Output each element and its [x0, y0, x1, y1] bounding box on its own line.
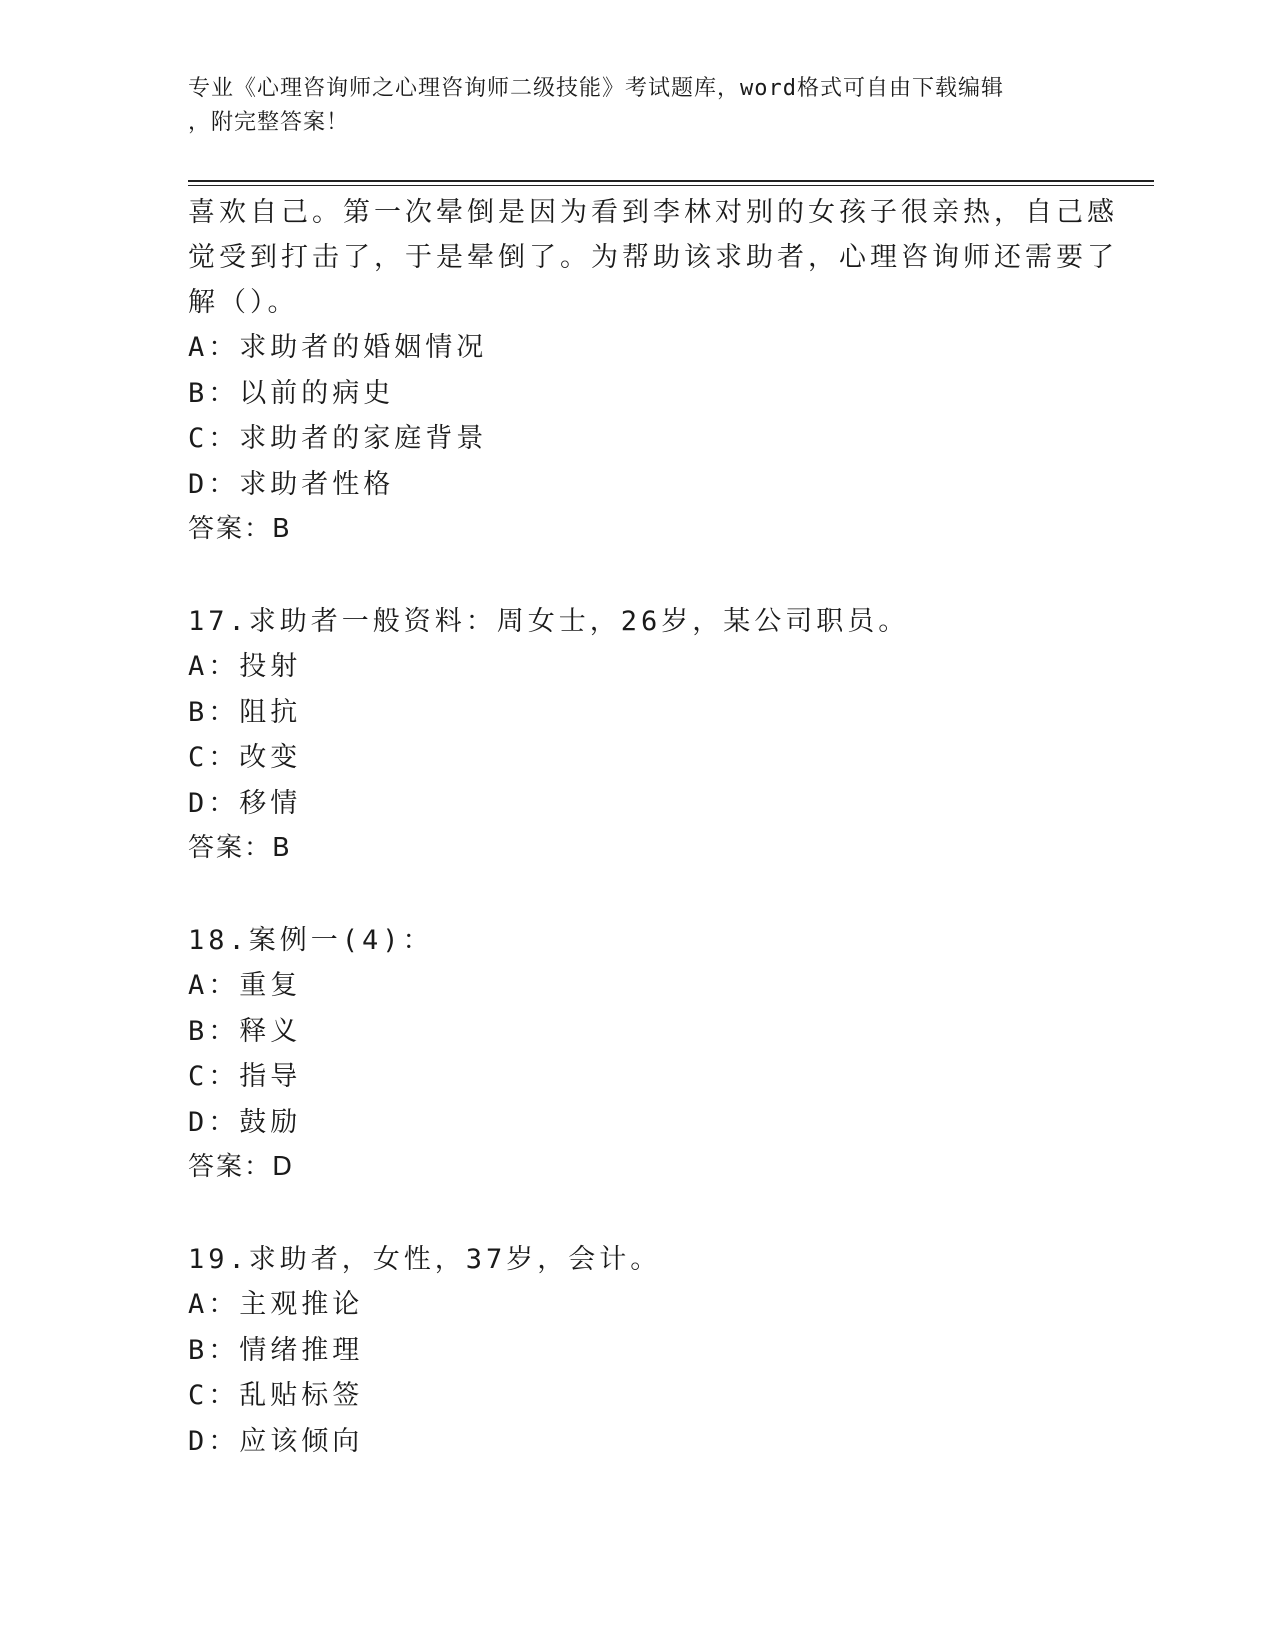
question-18: [188, 918, 1088, 1191]
header-line-1: 专业《心理咨询师之心理咨询师二级技能》考试题库，word格式可自由下载编辑: [188, 76, 1004, 101]
option-c: C：乱贴标签: [188, 1380, 364, 1411]
spacer: [188, 1191, 1088, 1237]
question-text-line: 解（）。: [188, 287, 299, 318]
answer-line: 答案：D: [188, 1152, 295, 1182]
spacer: [188, 872, 1088, 918]
option-a: A：求助者的婚姻情况: [188, 332, 488, 363]
spacer: [188, 553, 1088, 599]
option-a: A：主观推论: [188, 1289, 364, 1320]
option-c: C：指导: [188, 1061, 302, 1092]
document-body: [188, 190, 1118, 1464]
option-b: B：情绪推理: [188, 1334, 364, 1366]
option-d: D：求助者性格: [188, 468, 395, 500]
question-19: [188, 1237, 1088, 1465]
question-16-continuation: [188, 190, 1118, 553]
option-b: B：释义: [188, 1015, 302, 1047]
option-c: C：改变: [188, 742, 302, 773]
option-d: D：移情: [188, 787, 302, 819]
option-d: D：鼓励: [188, 1106, 302, 1138]
option-d: D：应该倾向: [188, 1425, 364, 1457]
answer-line: 答案：B: [188, 833, 292, 863]
header-divider-thick: [188, 180, 1154, 182]
option-b: B：阻抗: [188, 696, 302, 728]
option-c: C：求助者的家庭背景: [188, 423, 488, 454]
option-a: A：投射: [188, 651, 302, 682]
option-b: B：以前的病史: [188, 377, 395, 409]
option-a: A：重复: [188, 970, 302, 1001]
header-divider-thin: [188, 185, 1154, 186]
question-stem: 18.案例一(4)：: [188, 924, 434, 956]
document-header: [188, 72, 1068, 140]
question-17: [188, 599, 1088, 872]
question-stem: 17.求助者一般资料：周女士，26岁，某公司职员。: [188, 605, 910, 637]
answer-line: 答案：B: [188, 514, 292, 544]
question-stem: 19.求助者，女性，37岁，会计。: [188, 1243, 662, 1275]
header-line-2: ，附完整答案！: [188, 110, 350, 135]
question-text-line: 喜欢自己。第一次晕倒是因为看到李林对别的女孩子很亲热，自己感: [188, 197, 1118, 228]
question-text-line: 觉受到打击了，于是晕倒了。为帮助该求助者，心理咨询师还需要了: [188, 242, 1118, 273]
